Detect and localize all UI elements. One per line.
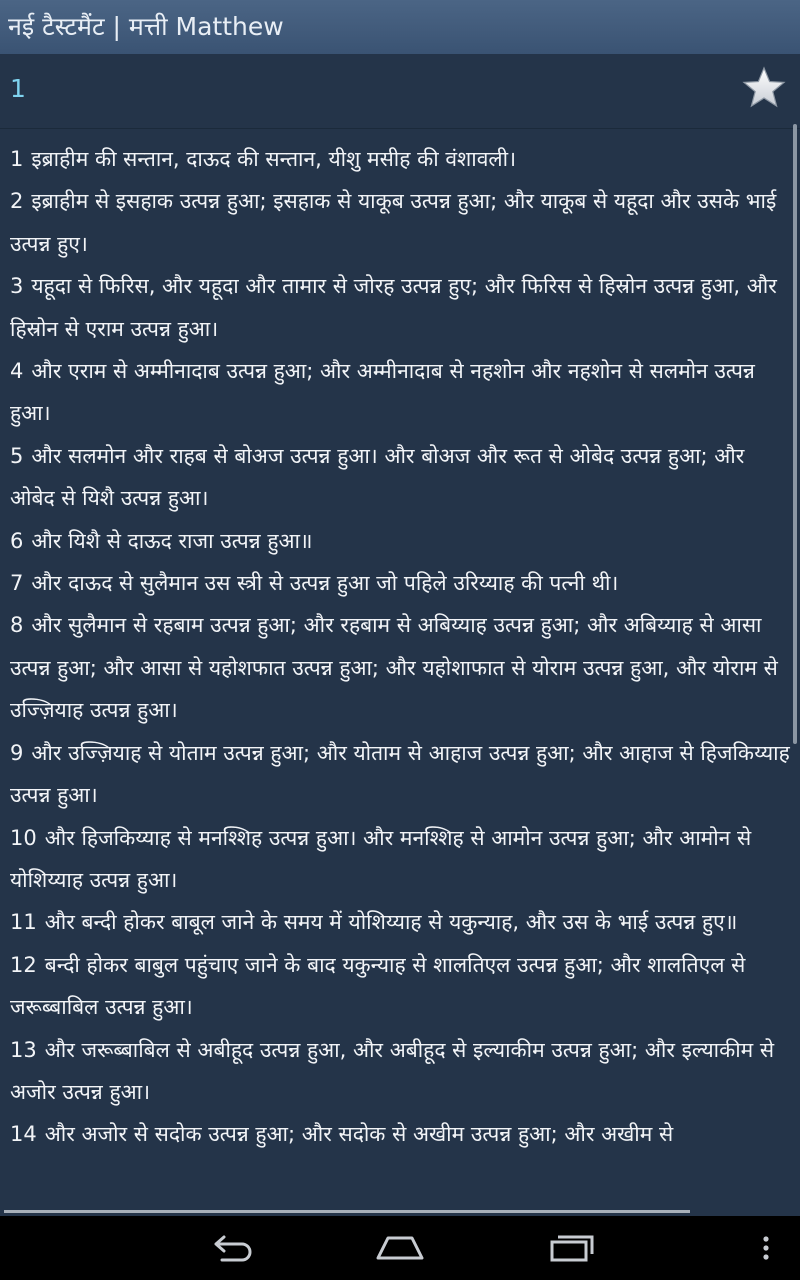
chapter-view[interactable] bbox=[0, 54, 800, 1216]
verse-number: 3 bbox=[10, 274, 24, 299]
action-bar-title[interactable]: नई टैस्टमैंट | मत्ती Matthew bbox=[0, 0, 800, 54]
verse-text: और अजोर से सदोक उत्पन्न हुआ; और सदोक से अखीम उत्पन्न हुआ; और अखीम से bbox=[44, 1122, 674, 1147]
verse-item[interactable] bbox=[10, 944, 792, 1029]
verse-item[interactable] bbox=[10, 435, 792, 520]
verse-item[interactable] bbox=[10, 562, 792, 604]
chapter-number: 1 bbox=[10, 74, 26, 103]
vertical-scrollbar[interactable] bbox=[793, 124, 797, 744]
verse-list bbox=[10, 138, 792, 1156]
verse-number: 8 bbox=[10, 613, 24, 638]
verse-item[interactable] bbox=[10, 180, 792, 265]
verse-number: 1 bbox=[10, 147, 24, 171]
verse-text: बन्दी होकर बाबुल पहुंचाए जाने के बाद यकुन्याह से शालतिएल उत्पन्न हुआ; और शालतिएल से जरूब्बाबिल उत्पन्न हुआ। bbox=[10, 952, 746, 1020]
verse-text: और जरूब्बाबिल से अबीहूद उत्पन्न हुआ, और अबीहूद से इल्याकीम उत्पन्न हुआ; और इल्याकीम से अजोर उत्पन्न हुआ। bbox=[10, 1037, 775, 1104]
home-icon[interactable] bbox=[370, 1226, 430, 1270]
verse-item[interactable] bbox=[10, 265, 792, 350]
verse-item[interactable] bbox=[10, 604, 792, 731]
system-navigation-bar bbox=[0, 1216, 800, 1280]
verse-text: और हिजकिय्याह से मनश्शिह उत्पन्न हुआ। और मनश्शिह से आमोन उत्पन्न हुआ; और आमोन से योशिय्याह उत्पन्न हुआ। bbox=[10, 825, 752, 892]
verse-number: 11 bbox=[10, 910, 37, 935]
verse-text: और दाऊद से सुलैमान उस स्त्री से उत्पन्न हुआ जो पहिले उरिय्याह की पत्नी थी। bbox=[31, 571, 619, 596]
verse-text: और उज्ज़ियाह से योताम उत्पन्न हुआ; और योताम से आहाज उत्पन्न हुआ; और आहाज से हिजकिय्याह उत्पन्न हुआ। bbox=[10, 740, 790, 808]
verse-item[interactable] bbox=[10, 138, 792, 180]
verse-number: 9 bbox=[10, 740, 24, 765]
verse-text: और यिशै से दाऊद राजा उत्पन्न हुआ॥ bbox=[31, 528, 313, 553]
verse-number: 12 bbox=[10, 952, 37, 977]
back-icon[interactable] bbox=[200, 1226, 260, 1270]
verse-item[interactable] bbox=[10, 901, 792, 943]
verse-text: और एराम से अम्मीनादाब उत्पन्न हुआ; और अम्मीनादाब से नहशोन और नहशोन से सलमोन उत्पन्न हुआ। bbox=[10, 359, 755, 426]
verse-number: 6 bbox=[10, 528, 24, 553]
verse-number: 10 bbox=[10, 825, 37, 850]
verse-item[interactable] bbox=[10, 350, 792, 435]
verse-number: 13 bbox=[10, 1037, 37, 1062]
star-icon[interactable] bbox=[742, 66, 786, 110]
verse-text: और बन्दी होकर बाबूल जाने के समय में योशिय्याह से यकुन्याह, और उस के भाई उत्पन्न हुए॥ bbox=[44, 910, 738, 935]
verse-number: 7 bbox=[10, 571, 24, 596]
verse-number: 2 bbox=[10, 189, 24, 214]
verse-number: 5 bbox=[10, 443, 24, 468]
horizontal-scrollbar[interactable] bbox=[4, 1210, 690, 1213]
verse-number: 14 bbox=[10, 1122, 37, 1147]
chapter-header bbox=[0, 54, 800, 126]
verse-text: इब्राहीम की सन्तान, दाऊद की सन्तान, यीशु मसीह की वंशावली। bbox=[31, 147, 517, 171]
verse-text: और सलमोन और राहब से बोअज उत्पन्न हुआ। और बोअज और रूत से ओबेद उत्पन्न हुआ; और ओबेद से यिशै उत्पन्न हुआ। bbox=[10, 443, 745, 511]
verse-text: यहूदा से फिरिस, और यहूदा और तामार से जोरह उत्पन्न हुए; और फिरिस से हिस्रोन उत्पन्न हुआ, और हिस्रोन से एराम उत्पन्न हुआ। bbox=[10, 274, 777, 341]
overflow-menu-icon[interactable] bbox=[736, 1226, 796, 1270]
verse-item[interactable] bbox=[10, 732, 792, 817]
verse-text: इब्राहीम से इसहाक उत्पन्न हुआ; इसहाक से याकूब उत्पन्न हुआ; और याकूब से यहूदा और उसके भाई उत्पन्न हुए। bbox=[10, 189, 777, 256]
verse-number: 4 bbox=[10, 359, 24, 384]
verse-text: और सुलैमान से रहबाम उत्पन्न हुआ; और रहबाम से अबिय्याह उत्पन्न हुआ; और अबिय्याह से आसा उत्पन्न हुआ; और आसा से यहोशफात उत्पन्न हुआ; और यहोशाफात से योराम उत्पन्न हुआ, और योराम से उज्ज़ियाह उत्पन्न हुआ। bbox=[10, 613, 778, 723]
verse-item[interactable] bbox=[10, 1113, 792, 1155]
verse-item[interactable] bbox=[10, 817, 792, 902]
recent-apps-icon[interactable] bbox=[542, 1226, 602, 1270]
header-divider bbox=[0, 128, 800, 129]
verse-item[interactable] bbox=[10, 520, 792, 562]
verse-item[interactable] bbox=[10, 1029, 792, 1114]
